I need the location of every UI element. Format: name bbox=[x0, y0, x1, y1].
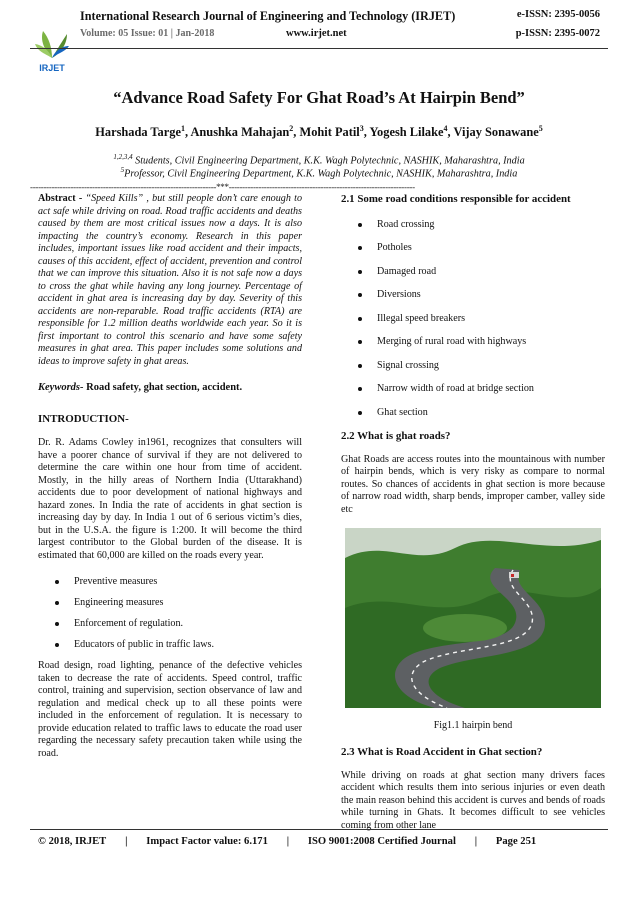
copyright: © 2018, IRJET bbox=[38, 836, 107, 847]
affiliation-sup: 5 bbox=[120, 166, 125, 174]
leaf-logo-icon bbox=[35, 31, 69, 58]
section-2-3-heading: 2.3 What is Road Accident in Ghat section? bbox=[341, 746, 543, 758]
bullet-icon bbox=[55, 622, 59, 626]
bullet-icon bbox=[358, 293, 362, 297]
eissn: e-ISSN: 2395-0056 bbox=[516, 9, 600, 20]
irjet-logo bbox=[34, 28, 70, 74]
footer-rule bbox=[30, 829, 608, 830]
list-item: Narrow width of road at bridge section bbox=[341, 383, 605, 396]
author-list: Harshada Targe$^1$, Anushka Mahajan$^2$, Mohit Patil$^3$, Yogesh Lilake$^4$, Vijay Sonawane$^5$ bbox=[95, 124, 543, 140]
page-footer bbox=[38, 836, 536, 847]
bullet-icon bbox=[358, 223, 362, 227]
affiliation-text: Students, Civil Engineering Department, K.K. Wagh Polytechnic, NASHIK, Maharashtra, India bbox=[132, 155, 525, 167]
journal-website-link[interactable]: www.irjet.net bbox=[286, 28, 347, 39]
author-name: Mohit Patil bbox=[299, 125, 360, 140]
bullet-icon bbox=[358, 340, 362, 344]
abstract bbox=[38, 193, 302, 368]
bullet-icon bbox=[358, 246, 362, 250]
keywords bbox=[38, 382, 302, 395]
abstract-label: Abstract bbox=[38, 193, 76, 204]
list-item: Engineering measures bbox=[38, 597, 302, 610]
bullet-icon bbox=[55, 580, 59, 584]
author-name: Anushka Mahajan bbox=[190, 125, 290, 140]
list-item: Merging of rural road with highways bbox=[341, 336, 605, 349]
bullet-icon bbox=[358, 387, 362, 391]
page-number: Page 251 bbox=[495, 836, 537, 847]
measures-list bbox=[38, 576, 302, 652]
list-item: Illegal speed breakers bbox=[341, 313, 605, 326]
logo-text: IRJET bbox=[39, 63, 65, 73]
impact-factor: Impact Factor value: 6.171 bbox=[146, 836, 268, 847]
volume-issue: Volume: 05 Issue: 01 | Jan-2018 bbox=[80, 28, 215, 39]
abstract-dash: - bbox=[75, 193, 86, 204]
affiliation-text: Professor, Civil Engineering Department, K.K. Wagh Polytechnic, NASHIK, Maharashtra, India bbox=[124, 168, 518, 180]
bullet-icon bbox=[358, 317, 362, 321]
affiliation-professor bbox=[0, 166, 638, 179]
list-item: Educators of public in traffic laws. bbox=[38, 639, 302, 652]
pissn: p-ISSN: 2395-0072 bbox=[515, 28, 600, 39]
affiliation-students bbox=[0, 153, 638, 166]
closing-text: Road design, road lighting, penance of the defective vehicles taken to decrease the rate of accidents. Speed control, traffic control, training and supervision, section observance of law and regulation and medical check up to all these points were included in the enforcement of regulation. It is necessary to provide education related to traffic laws to educate the road user regarding the necessary safety precaution taken while using the road. bbox=[38, 660, 302, 759]
left-column bbox=[38, 193, 302, 760]
author-name: Yogesh Lilake bbox=[369, 125, 444, 140]
author-sup: 2 bbox=[289, 124, 294, 133]
list-item: Signal crossing bbox=[341, 360, 605, 373]
bullet-icon bbox=[358, 411, 362, 415]
list-item: Damaged road bbox=[341, 266, 605, 279]
author-name: Harshada Targe bbox=[95, 125, 181, 140]
header-rule bbox=[30, 48, 608, 49]
paper-title: “Advance Road Safety For Ghat Road’s At Hairpin Bend” bbox=[113, 88, 525, 107]
list-item: Enforcement of regulation. bbox=[38, 618, 302, 631]
abstract-text: “Speed Kills” , but still people don’t care enough to act safe while driving on road. Road traffic accidents and deaths caused by them are most critical issues now a days. It is also impacting the country’s economy. Research in this paper includes, important issues like road accident and their impacts, causes of this accident, effect of accident, prevention and control that we can improve this situation. Also it is not safe now a days to cross the ghat while having any long journey. Percentage of accident in ghat area is increasing day by day. Severity of this accidents are non-reparable. Road traffic accidents (RTA) are responsible for 1.2 million deaths worldwide each year. So it is first important to control this scenario and have some safety measures in ghat area. This paper includes some solutions and ideas to improve safety in ghat areas. bbox=[38, 193, 302, 367]
bullet-icon bbox=[55, 601, 59, 605]
section-2-3-text: While driving on roads at ghat section many drivers faces accident which results them into serious injuries or even death the main reason behind this accident is curves and bends of roads while turning in Ghats. It becomes difficult to see vehicles coming from other lane bbox=[341, 769, 605, 831]
iso-certification: ISO 9001:2008 Certified Journal bbox=[307, 836, 456, 847]
section-2-2-heading: 2.2 What is ghat roads? bbox=[341, 430, 451, 442]
section-2-2-text: Ghat Roads are access routes into the mountainous with number of hairpin bends, which is very risky as compare to normal routes. So chances of accidents in ghat section is more because of narrow road width, sharp bends, improper camber, valley side etc bbox=[341, 453, 605, 515]
list-item: Preventive measures bbox=[38, 576, 302, 589]
author-name: Vijay Sonawane bbox=[453, 125, 539, 140]
section-separator: ---------------------------------------------------------------------***--------------------------------------------------------------------- bbox=[30, 182, 415, 192]
figure-caption: Fig1.1 hairpin bend bbox=[433, 719, 513, 731]
list-item: Diversions bbox=[341, 289, 605, 302]
bullet-icon bbox=[358, 270, 362, 274]
keywords-text: Road safety, ghat section, accident. bbox=[83, 382, 243, 393]
bullet-icon bbox=[358, 364, 362, 368]
right-column bbox=[341, 193, 605, 832]
author-sup: 4 bbox=[443, 124, 448, 133]
introduction-heading: INTRODUCTION- bbox=[38, 412, 129, 425]
keywords-label: Keywords- bbox=[38, 382, 84, 393]
footer-separator: | bbox=[474, 836, 478, 847]
author-sup: 1 bbox=[180, 124, 185, 133]
list-item: Potholes bbox=[341, 242, 605, 255]
author-sup: 5 bbox=[538, 124, 543, 133]
footer-separator: | bbox=[125, 836, 128, 847]
author-sup: 3 bbox=[359, 124, 364, 133]
affiliation-sup: 1,2,3,4 bbox=[113, 153, 133, 161]
introduction-text: Dr. R. Adams Cowley in1961, recognizes that consulters will have a poorer chance of survival if they are not delivered to determine the care within one hour from time of accident. Mostly, in the hilly areas of Northern India (Uttarakhand) accidents due to poor development of national highways and hazard zones. In India the rate of accidents in ghat section is increasing day by day. In India 1 out of 6 serious victim’s dies, but in the U.S.A. the figure is 1:200. It will become the third largest contributor to the Global burden of the disease. It is estimated that 60,000 are killed on the roads every year. bbox=[38, 437, 302, 561]
conditions-list bbox=[341, 219, 605, 420]
footer-separator: | bbox=[286, 836, 290, 847]
section-2-1-heading: 2.1 Some road conditions responsible for accident bbox=[341, 193, 571, 205]
bullet-icon bbox=[55, 643, 59, 647]
hairpin-bend-photo bbox=[345, 528, 601, 708]
journal-title: International Research Journal of Engineering and Technology (IRJET) bbox=[80, 9, 456, 23]
list-item: Road crossing bbox=[341, 219, 605, 232]
list-item: Ghat section bbox=[341, 407, 605, 420]
